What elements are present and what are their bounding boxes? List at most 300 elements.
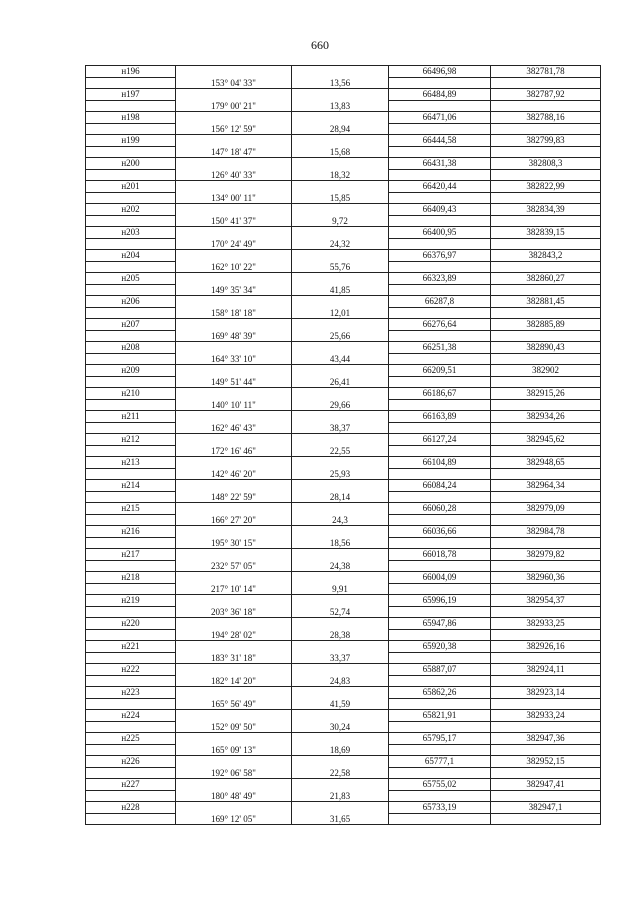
- empty-cell: [389, 330, 491, 342]
- coord-y: 382843,2: [491, 250, 601, 262]
- length-cell-top: [292, 319, 389, 331]
- point-row: [86, 779, 601, 791]
- coord-y: 382979,09: [491, 503, 601, 515]
- segment-row: [86, 100, 601, 112]
- length-cell-top: [292, 733, 389, 745]
- segment-row: [86, 744, 601, 756]
- empty-cell: [389, 629, 491, 641]
- length-cell-top: [292, 158, 389, 170]
- empty-cell: [389, 284, 491, 296]
- point-name: н222: [86, 664, 176, 676]
- coord-y: 382885,89: [491, 319, 601, 331]
- length-cell-top: [292, 779, 389, 791]
- angle-cell-top: [176, 572, 292, 584]
- coord-y: 382902: [491, 365, 601, 377]
- direction-angle: 164° 33' 10": [176, 353, 292, 365]
- direction-angle: 180° 48' 49": [176, 790, 292, 802]
- empty-cell: [491, 790, 601, 802]
- point-row: [86, 388, 601, 400]
- coord-y: 382947,1: [491, 802, 601, 814]
- point-name: н210: [86, 388, 176, 400]
- point-name: н196: [86, 66, 176, 78]
- segment-row: [86, 307, 601, 319]
- coord-x: 66163,89: [389, 411, 491, 423]
- length-cell-top: [292, 365, 389, 377]
- segment-row: [86, 560, 601, 572]
- coord-x: 66431,38: [389, 158, 491, 170]
- empty-cell: [491, 813, 601, 825]
- angle-cell-top: [176, 365, 292, 377]
- direction-angle: 148° 22' 59": [176, 491, 292, 503]
- segment-length: 33,37: [292, 652, 389, 664]
- empty-cell: [389, 307, 491, 319]
- empty-cell: [491, 606, 601, 618]
- empty-cell: [86, 284, 176, 296]
- empty-cell: [491, 353, 601, 365]
- coord-x: 65947,86: [389, 618, 491, 630]
- point-name: н204: [86, 250, 176, 262]
- coord-x: 66484,89: [389, 89, 491, 101]
- angle-cell-top: [176, 779, 292, 791]
- point-row: [86, 526, 601, 538]
- segment-length: 15,85: [292, 192, 389, 204]
- segment-row: [86, 721, 601, 733]
- length-cell-top: [292, 687, 389, 699]
- empty-cell: [86, 238, 176, 250]
- point-name: н215: [86, 503, 176, 515]
- coord-x: 66084,24: [389, 480, 491, 492]
- coord-y: 382915,26: [491, 388, 601, 400]
- segment-length: 41,85: [292, 284, 389, 296]
- angle-cell-top: [176, 227, 292, 239]
- empty-cell: [86, 468, 176, 480]
- empty-cell: [491, 284, 601, 296]
- point-row: [86, 733, 601, 745]
- empty-cell: [389, 399, 491, 411]
- segment-length: 31,65: [292, 813, 389, 825]
- empty-cell: [389, 169, 491, 181]
- page-number: 660: [311, 38, 329, 52]
- angle-cell-top: [176, 802, 292, 814]
- direction-angle: 166° 27' 20": [176, 514, 292, 526]
- coord-x: 66251,38: [389, 342, 491, 354]
- length-cell-top: [292, 434, 389, 446]
- point-name: н218: [86, 572, 176, 584]
- empty-cell: [491, 675, 601, 687]
- empty-cell: [86, 192, 176, 204]
- length-cell-top: [292, 457, 389, 469]
- segment-length: 26,41: [292, 376, 389, 388]
- empty-cell: [389, 468, 491, 480]
- angle-cell-top: [176, 618, 292, 630]
- coord-x: 66471,06: [389, 112, 491, 124]
- direction-angle: 183° 31' 18": [176, 652, 292, 664]
- point-name: н199: [86, 135, 176, 147]
- segment-row: [86, 330, 601, 342]
- point-row: [86, 756, 601, 768]
- coord-x: 66036,66: [389, 526, 491, 538]
- direction-angle: 179° 00' 21": [176, 100, 292, 112]
- direction-angle: 192° 06' 58": [176, 767, 292, 779]
- direction-angle: 182° 14' 20": [176, 675, 292, 687]
- point-name: н208: [86, 342, 176, 354]
- point-row: [86, 802, 601, 814]
- direction-angle: 149° 35' 34": [176, 284, 292, 296]
- empty-cell: [491, 307, 601, 319]
- point-name: н213: [86, 457, 176, 469]
- length-cell-top: [292, 112, 389, 124]
- segment-row: [86, 284, 601, 296]
- point-row: [86, 319, 601, 331]
- segment-length: 25,66: [292, 330, 389, 342]
- length-cell-top: [292, 664, 389, 676]
- empty-cell: [491, 698, 601, 710]
- angle-cell-top: [176, 296, 292, 308]
- point-row: [86, 342, 601, 354]
- direction-angle: 165° 09' 13": [176, 744, 292, 756]
- point-row: [86, 687, 601, 699]
- coord-y: 382881,45: [491, 296, 601, 308]
- empty-cell: [86, 399, 176, 411]
- empty-cell: [389, 675, 491, 687]
- empty-cell: [86, 560, 176, 572]
- coord-y: 382839,15: [491, 227, 601, 239]
- direction-angle: 140° 10' 11": [176, 399, 292, 411]
- empty-cell: [389, 744, 491, 756]
- angle-cell-top: [176, 549, 292, 561]
- point-row: [86, 503, 601, 515]
- coord-x: 66496,98: [389, 66, 491, 78]
- segment-row: [86, 491, 601, 503]
- segment-length: 28,94: [292, 123, 389, 135]
- coord-y: 382926,16: [491, 641, 601, 653]
- coord-y: 382964,34: [491, 480, 601, 492]
- coord-y: 382947,41: [491, 779, 601, 791]
- angle-cell-top: [176, 595, 292, 607]
- length-cell-top: [292, 641, 389, 653]
- coord-x: 66186,67: [389, 388, 491, 400]
- length-cell-top: [292, 549, 389, 561]
- segment-row: [86, 169, 601, 181]
- angle-cell-top: [176, 664, 292, 676]
- segment-length: 13,83: [292, 100, 389, 112]
- segment-row: [86, 422, 601, 434]
- empty-cell: [491, 744, 601, 756]
- segment-length: 15,68: [292, 146, 389, 158]
- coord-x: 66400,95: [389, 227, 491, 239]
- point-name: н211: [86, 411, 176, 423]
- segment-row: [86, 261, 601, 273]
- direction-angle: 172° 16' 46": [176, 445, 292, 457]
- direction-angle: 162° 10' 22": [176, 261, 292, 273]
- coord-y: 382924,11: [491, 664, 601, 676]
- point-name: н217: [86, 549, 176, 561]
- point-row: [86, 227, 601, 239]
- segment-length: 41,59: [292, 698, 389, 710]
- empty-cell: [86, 744, 176, 756]
- empty-cell: [491, 629, 601, 641]
- coord-y: 382933,24: [491, 710, 601, 722]
- segment-length: 52,74: [292, 606, 389, 618]
- coord-x: 65777,1: [389, 756, 491, 768]
- segment-length: 55,76: [292, 261, 389, 273]
- segment-length: 22,55: [292, 445, 389, 457]
- point-row: [86, 158, 601, 170]
- segment-length: 18,32: [292, 169, 389, 181]
- angle-cell-top: [176, 158, 292, 170]
- length-cell-top: [292, 618, 389, 630]
- point-name: н207: [86, 319, 176, 331]
- point-row: [86, 549, 601, 561]
- point-name: н216: [86, 526, 176, 538]
- point-name: н221: [86, 641, 176, 653]
- coord-x: 66104,89: [389, 457, 491, 469]
- empty-cell: [389, 353, 491, 365]
- length-cell-top: [292, 526, 389, 538]
- empty-cell: [491, 445, 601, 457]
- coord-x: 66018,78: [389, 549, 491, 561]
- direction-angle: 162° 46' 43": [176, 422, 292, 434]
- segment-row: [86, 445, 601, 457]
- angle-cell-top: [176, 480, 292, 492]
- angle-cell-top: [176, 204, 292, 216]
- coord-x: 65862,26: [389, 687, 491, 699]
- point-row: [86, 89, 601, 101]
- empty-cell: [86, 123, 176, 135]
- coordinates-table-body: [86, 66, 601, 825]
- segment-row: [86, 215, 601, 227]
- point-name: н206: [86, 296, 176, 308]
- segment-row: [86, 813, 601, 825]
- segment-length: 22,58: [292, 767, 389, 779]
- segment-length: 18,56: [292, 537, 389, 549]
- point-row: [86, 112, 601, 124]
- empty-cell: [491, 261, 601, 273]
- coord-x: 66409,43: [389, 204, 491, 216]
- point-name: н197: [86, 89, 176, 101]
- empty-cell: [491, 376, 601, 388]
- coord-y: 382948,65: [491, 457, 601, 469]
- empty-cell: [491, 192, 601, 204]
- point-row: [86, 480, 601, 492]
- point-row: [86, 181, 601, 193]
- coord-y: 382787,92: [491, 89, 601, 101]
- direction-angle: 126° 40' 33": [176, 169, 292, 181]
- length-cell-top: [292, 204, 389, 216]
- coord-y: 382822,99: [491, 181, 601, 193]
- coord-x: 66127,24: [389, 434, 491, 446]
- coord-x: 66420,44: [389, 181, 491, 193]
- empty-cell: [491, 652, 601, 664]
- coord-x: 66287,8: [389, 296, 491, 308]
- angle-cell-top: [176, 250, 292, 262]
- angle-cell-top: [176, 733, 292, 745]
- empty-cell: [86, 606, 176, 618]
- empty-cell: [389, 606, 491, 618]
- direction-angle: 152° 09' 50": [176, 721, 292, 733]
- coord-y: 382947,36: [491, 733, 601, 745]
- empty-cell: [389, 261, 491, 273]
- point-name: н205: [86, 273, 176, 285]
- segment-length: 18,69: [292, 744, 389, 756]
- direction-angle: 149° 51' 44": [176, 376, 292, 388]
- segment-length: 24,83: [292, 675, 389, 687]
- angle-cell-top: [176, 434, 292, 446]
- empty-cell: [86, 146, 176, 158]
- angle-cell-top: [176, 112, 292, 124]
- point-name: н214: [86, 480, 176, 492]
- segment-row: [86, 77, 601, 89]
- length-cell-top: [292, 572, 389, 584]
- segment-length: 13,56: [292, 77, 389, 89]
- empty-cell: [491, 560, 601, 572]
- point-row: [86, 618, 601, 630]
- length-cell-top: [292, 411, 389, 423]
- angle-cell-top: [176, 411, 292, 423]
- coord-x: 66060,28: [389, 503, 491, 515]
- empty-cell: [86, 790, 176, 802]
- angle-cell-top: [176, 641, 292, 653]
- angle-cell-top: [176, 135, 292, 147]
- coord-y: 382834,39: [491, 204, 601, 216]
- segment-length: 30,24: [292, 721, 389, 733]
- coord-y: 382979,82: [491, 549, 601, 561]
- segment-row: [86, 192, 601, 204]
- coord-x: 65996,19: [389, 595, 491, 607]
- point-name: н219: [86, 595, 176, 607]
- coord-y: 382923,14: [491, 687, 601, 699]
- empty-cell: [86, 307, 176, 319]
- angle-cell-top: [176, 526, 292, 538]
- empty-cell: [86, 652, 176, 664]
- point-row: [86, 411, 601, 423]
- empty-cell: [86, 353, 176, 365]
- coord-x: 66323,89: [389, 273, 491, 285]
- point-name: н227: [86, 779, 176, 791]
- direction-angle: 134° 00' 11": [176, 192, 292, 204]
- direction-angle: 153° 04' 33": [176, 77, 292, 89]
- point-row: [86, 250, 601, 262]
- empty-cell: [491, 330, 601, 342]
- empty-cell: [389, 445, 491, 457]
- angle-cell-top: [176, 756, 292, 768]
- point-row: [86, 641, 601, 653]
- angle-cell-top: [176, 319, 292, 331]
- length-cell-top: [292, 756, 389, 768]
- empty-cell: [86, 215, 176, 227]
- point-row: [86, 457, 601, 469]
- empty-cell: [86, 422, 176, 434]
- empty-cell: [389, 767, 491, 779]
- empty-cell: [86, 813, 176, 825]
- segment-row: [86, 238, 601, 250]
- empty-cell: [491, 537, 601, 549]
- point-name: н201: [86, 181, 176, 193]
- empty-cell: [389, 238, 491, 250]
- direction-angle: 232° 57' 05": [176, 560, 292, 572]
- segment-row: [86, 123, 601, 135]
- empty-cell: [491, 77, 601, 89]
- point-name: н203: [86, 227, 176, 239]
- point-name: н228: [86, 802, 176, 814]
- empty-cell: [389, 537, 491, 549]
- empty-cell: [86, 767, 176, 779]
- segment-length: 25,93: [292, 468, 389, 480]
- angle-cell-top: [176, 273, 292, 285]
- empty-cell: [389, 192, 491, 204]
- length-cell-top: [292, 710, 389, 722]
- empty-cell: [86, 514, 176, 526]
- coord-y: 382984,78: [491, 526, 601, 538]
- coord-y: 382934,26: [491, 411, 601, 423]
- empty-cell: [389, 491, 491, 503]
- direction-angle: 203° 36' 18": [176, 606, 292, 618]
- coord-y: 382799,83: [491, 135, 601, 147]
- length-cell-top: [292, 181, 389, 193]
- empty-cell: [389, 652, 491, 664]
- empty-cell: [389, 790, 491, 802]
- segment-row: [86, 767, 601, 779]
- point-row: [86, 572, 601, 584]
- empty-cell: [491, 238, 601, 250]
- coord-x: 66444,58: [389, 135, 491, 147]
- segment-row: [86, 583, 601, 595]
- empty-cell: [86, 698, 176, 710]
- empty-cell: [86, 675, 176, 687]
- point-row: [86, 710, 601, 722]
- segment-length: 21,83: [292, 790, 389, 802]
- point-row: [86, 434, 601, 446]
- segment-length: 43,44: [292, 353, 389, 365]
- length-cell-top: [292, 135, 389, 147]
- direction-angle: 217° 10' 14": [176, 583, 292, 595]
- point-name: н226: [86, 756, 176, 768]
- coord-y: 382952,15: [491, 756, 601, 768]
- empty-cell: [389, 514, 491, 526]
- segment-row: [86, 790, 601, 802]
- coordinates-table: [85, 65, 601, 825]
- angle-cell-top: [176, 89, 292, 101]
- empty-cell: [86, 721, 176, 733]
- direction-angle: 156° 12' 59": [176, 123, 292, 135]
- empty-cell: [491, 422, 601, 434]
- empty-cell: [491, 100, 601, 112]
- point-name: н202: [86, 204, 176, 216]
- empty-cell: [389, 813, 491, 825]
- point-name: н200: [86, 158, 176, 170]
- point-name: н224: [86, 710, 176, 722]
- angle-cell-top: [176, 503, 292, 515]
- length-cell-top: [292, 227, 389, 239]
- empty-cell: [389, 100, 491, 112]
- segment-row: [86, 537, 601, 549]
- segment-row: [86, 376, 601, 388]
- point-name: н212: [86, 434, 176, 446]
- empty-cell: [491, 468, 601, 480]
- point-row: [86, 365, 601, 377]
- coord-x: 65821,91: [389, 710, 491, 722]
- length-cell-top: [292, 89, 389, 101]
- direction-angle: 170° 24' 49": [176, 238, 292, 250]
- empty-cell: [86, 537, 176, 549]
- angle-cell-top: [176, 388, 292, 400]
- empty-cell: [389, 215, 491, 227]
- empty-cell: [86, 100, 176, 112]
- length-cell-top: [292, 503, 389, 515]
- empty-cell: [491, 399, 601, 411]
- segment-row: [86, 514, 601, 526]
- coord-y: 382860,27: [491, 273, 601, 285]
